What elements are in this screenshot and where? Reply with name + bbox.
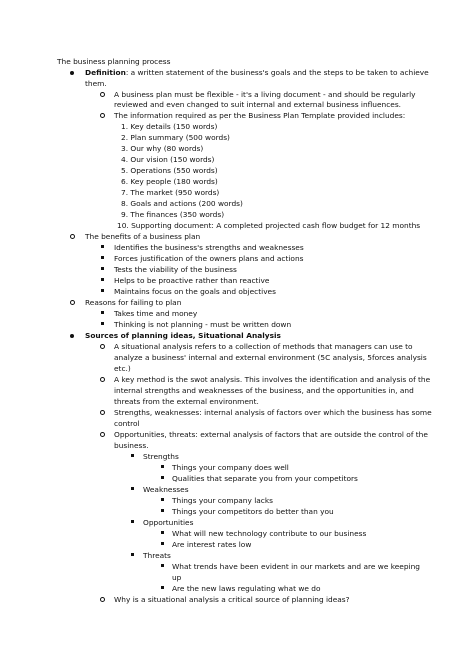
bullet-circle [100,344,105,349]
doc-heading: The business planning process [57,57,171,66]
definition-term: Definition [85,68,126,77]
bullet-square [161,564,164,567]
sources-title: Sources of planning ideas, Situational Analysis [85,331,281,340]
benefits-title: The benefits of a business plan [85,232,201,241]
reason-item: Takes time and money [114,309,198,318]
definition-line2: them. [85,79,107,88]
template-item: 9. The finances (350 words) [121,210,225,219]
reasons-title: Reasons for failing to plan [85,298,182,307]
template-item: 4. Our vision (150 words) [121,155,215,164]
template-item: 3. Our why (80 words) [121,144,204,153]
bullet-circle [100,432,105,437]
bullet-square [131,553,134,556]
ot-line2: business. [114,441,149,450]
bullet-square [161,476,164,479]
threats-item-line2: up [172,573,182,582]
reason-item: Thinking is not planning - must be written down [114,320,292,329]
info-required: The information required as per the Business Plan Template provided includes: [114,111,406,120]
bullet-square [101,311,104,314]
bullet-square [161,542,164,545]
ot-line1: Opportunities, threats: external analysis of factors that are outside the control of the [114,430,428,439]
bullet-square [101,278,104,281]
weaknesses-item: Things your competitors do better than you [172,507,334,516]
bullet-square [101,256,104,259]
why-question: Why is a situational analysis a critical source of planning ideas? [114,595,350,604]
template-item: 8. Goals and actions (200 words) [121,199,243,208]
bullet-circle [100,92,105,97]
swot-line3: threats from the external environment. [114,397,259,406]
bullet-circle [100,410,105,415]
bullet-disc [70,71,74,75]
flexible-line2: reviewed and even changed to suit internal and external business influences. [114,100,402,109]
weaknesses-label: Weaknesses [143,485,189,494]
bullet-square [101,267,104,270]
template-item: 7. The market (950 words) [121,188,220,197]
bullet-square [131,520,134,523]
benefit-item: Maintains focus on the goals and objectives [114,287,276,296]
bullet-square [131,454,134,457]
benefit-item: Helps to be proactive rather than reactive [114,276,270,285]
template-item: 6. Key people (180 words) [121,177,218,186]
strengths-item: Qualities that separate you from your competitors [172,474,358,483]
benefit-item: Identifies the business's strengths and weaknesses [114,243,304,252]
bullet-square [131,487,134,490]
definition-text: : a written statement of the business's goals and the steps to be taken to achieve [125,68,429,77]
sa-line1: A situational analysis refers to a collection of methods that managers can use to [114,342,413,351]
bullet-square [161,509,164,512]
benefit-item: Forces justification of the owners plans and actions [114,254,304,263]
sa-line3: etc.) [114,364,131,373]
bullet-square [161,531,164,534]
benefit-item: Tests the viability of the business [114,265,237,274]
strengths-item: Things your company does well [172,463,289,472]
bullet-circle [100,113,105,118]
sw-line2: control [114,419,140,428]
threats-item: Are the new laws regulating what we do [172,584,321,593]
bullet-circle [100,377,105,382]
bullet-square [101,245,104,248]
bullet-circle [100,597,105,602]
bullet-square [101,289,104,292]
sa-line2: analyze a business' internal and external environment (5C analysis, 5forces analysis [114,353,427,362]
swot-line1: A key method is the swot analysis. This involves the identification and analysis of the [114,375,431,384]
sw-line1: Strengths, weaknesses: internal analysis of factors over which the business has some [114,408,432,417]
template-item: 5. Operations (550 words) [121,166,218,175]
swot-line2: internal strengths and weaknesses of the business, and the opportunities in, and [114,386,414,395]
template-item: 2. Plan summary (500 words) [121,133,230,142]
weaknesses-item: Things your company lacks [172,496,273,505]
strengths-label: Strengths [143,452,179,461]
threats-label: Threats [143,551,171,560]
template-item: 10. Supporting document: A completed projected cash flow budget for 12 months [117,221,421,230]
bullet-square [161,586,164,589]
threats-item-line1: What trends have been evident in our markets and are we keeping [172,562,420,571]
flexible-line1: A business plan must be flexible - it's a living document - and should be regularly [114,90,416,99]
opportunities-item: Are interest rates low [172,540,252,549]
bullet-circle [70,234,75,239]
bullet-square [161,498,164,501]
bullet-square [101,322,104,325]
opportunities-label: Opportunities [143,518,194,527]
template-item: 1. Key details (150 words) [121,122,218,131]
bullet-disc [70,334,74,338]
definition-line1 [85,68,429,78]
opportunities-item: What will new technology contribute to our business [172,529,367,538]
bullet-square [161,465,164,468]
bullet-circle [70,300,75,305]
